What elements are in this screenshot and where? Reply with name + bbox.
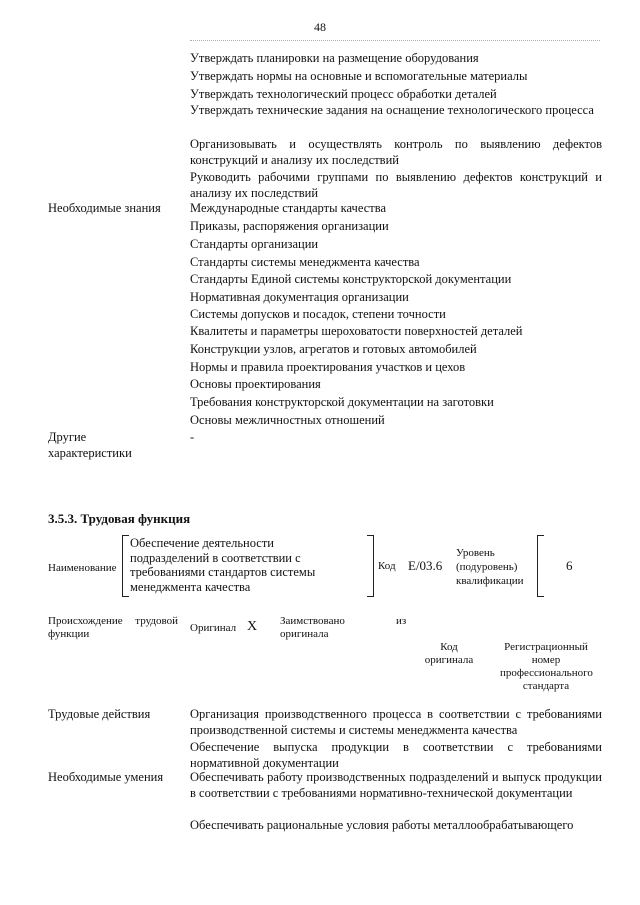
name-bracket-right: [367, 535, 374, 597]
origin-borrowed: Заимствовано оригинала: [280, 615, 345, 640]
origin-original: Оригинал: [190, 622, 237, 634]
knowledge-item: Основы проектирования: [190, 377, 321, 391]
top-item: Организовывать и осуществлять контроль по выявлению дефектов конструкций и анализу их последствий: [190, 137, 602, 167]
knowledge-item: Приказы, распоряжения организации: [190, 219, 389, 233]
level-bracket: [537, 535, 544, 597]
top-item: Утверждать нормы на основные и вспомогательные материалы: [190, 69, 528, 83]
labor-action-item: Обеспечение выпуска продукции в соответствии с требованиями нормативной документации: [190, 740, 602, 770]
skill-item: Обеспечивать работу производственных подразделений и выпуск продукции в соответствии с требованиями нормативно-технической документации: [190, 770, 602, 800]
top-item: Руководить рабочими группами по выявлению дефектов конструкций и анализу их последствий: [190, 170, 602, 200]
skill-item: Обеспечивать рациональные условия работы металлообрабатывающего: [190, 818, 574, 832]
level-value: 6: [566, 558, 573, 573]
name-value: Обеспечение деятельности подразделений в соответствии с требованиями стандартов системы менеджмента качества: [130, 536, 316, 594]
knowledge-item: Стандарты организации: [190, 237, 319, 251]
knowledge-item: Требования конструкторской документации на заготовки: [190, 395, 494, 409]
labor-actions-label: Трудовые действия: [48, 707, 151, 721]
labor-action-item: Организация производственного процесса в соответствии с требованиями производственной системы и системы менеджмента качества: [190, 707, 602, 737]
cut-text-line: [190, 40, 600, 46]
other-label: Другие характеристики: [48, 430, 132, 460]
top-item: Утверждать технологический процесс обработки деталей: [190, 87, 497, 101]
knowledge-item: Нормы и правила проектирования участков и цехов: [190, 360, 466, 374]
knowledge-item: Квалитеты и параметры шероховатости поверхностей деталей: [190, 324, 523, 338]
other-value: -: [190, 430, 195, 444]
knowledge-item: Нормативная документация организации: [190, 290, 409, 304]
origin-label: Происхождение трудовой функции: [48, 615, 178, 640]
knowledge-item: Стандарты системы менеджмента качества: [190, 255, 420, 269]
skills-label: Необходимые умения: [48, 770, 164, 784]
top-item: Утверждать планировки на размещение оборудования: [190, 51, 479, 65]
page-number: 48: [314, 20, 326, 34]
knowledge-item: Системы допусков и посадок, степени точности: [190, 307, 446, 321]
knowledge-item: Стандарты Единой системы конструкторской документации: [190, 272, 512, 286]
code-value: E/03.6: [408, 558, 443, 573]
knowledge-item: Международные стандарты качества: [190, 201, 386, 215]
knowledge-item: Конструкции узлов, агрегатов и готовых автомобилей: [190, 342, 477, 356]
name-bracket: [122, 535, 129, 597]
code-original: Код оригинала: [424, 641, 474, 666]
origin-from: из: [396, 615, 407, 627]
section-title: 3.5.3. Трудовая функция: [48, 511, 191, 526]
name-label: Наименование: [48, 562, 117, 574]
reg-number: Регистрационный номер профессионального стандарта: [500, 641, 593, 692]
top-item: Утверждать технические задания на оснащение технологического процесса: [190, 103, 594, 117]
level-label: Уровень (подуровень) квалификации: [456, 547, 524, 587]
knowledge-item: Основы межличностных отношений: [190, 413, 385, 427]
code-label: Код: [378, 560, 396, 572]
origin-mark: X: [247, 619, 258, 634]
knowledge-label: Необходимые знания: [48, 201, 161, 215]
